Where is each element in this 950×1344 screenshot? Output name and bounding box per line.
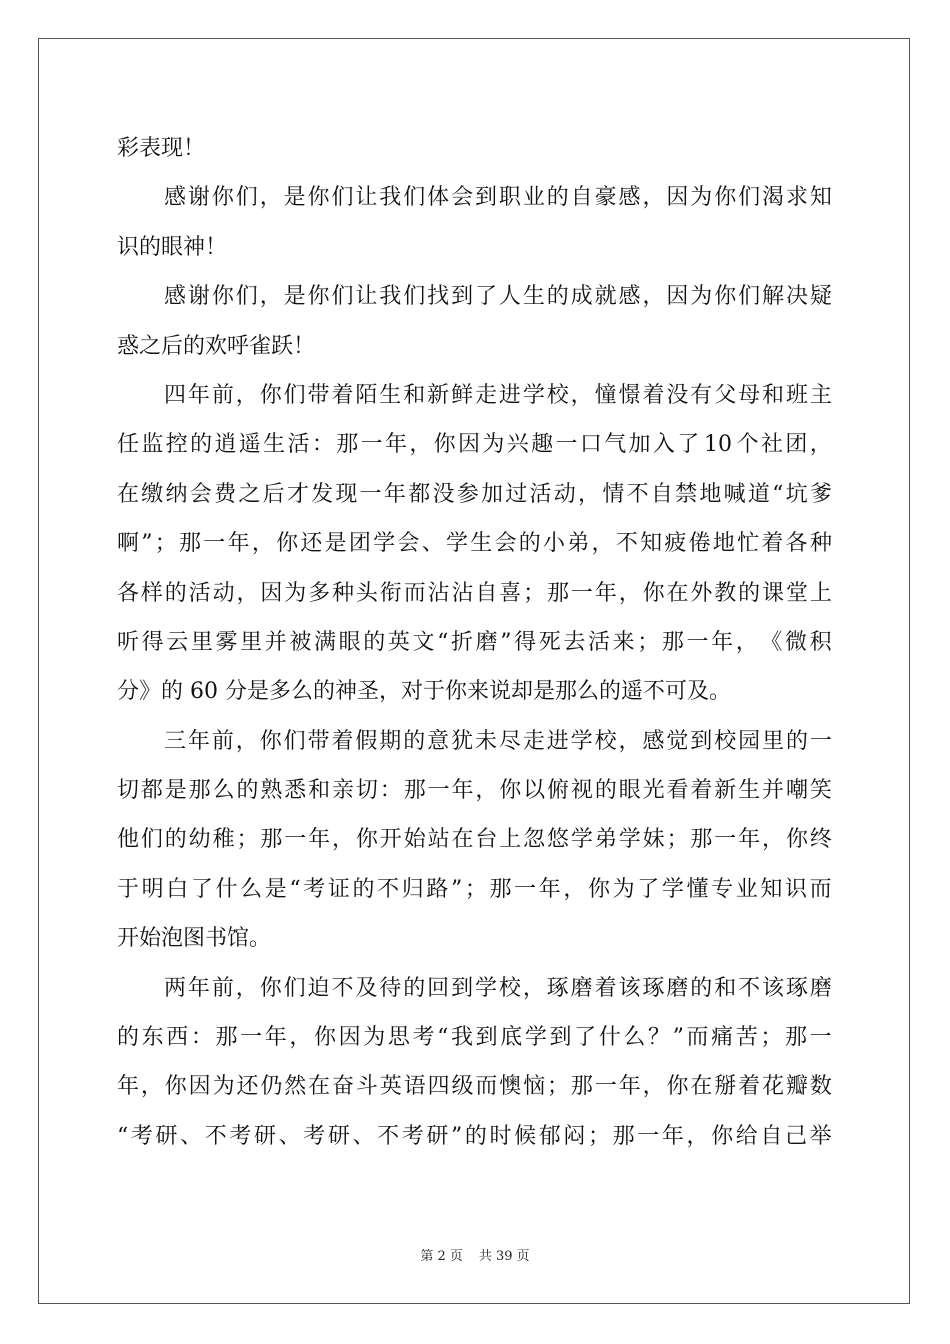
text-line: 彩表现！ [117, 136, 206, 161]
text-line: 开始泡图书馆。 [117, 926, 272, 952]
text-line: 识的眼神！ [117, 234, 228, 260]
text-line: 感 谢 你 们 ， 是 你 们 让 我 们 体 会 到 职 业 的 自 豪 感 ， 因 为 你 们 渴 求 知 [164, 185, 832, 211]
page-number: 第 2 页 [420, 1249, 463, 1264]
text-line: 听 得 云 里 雾 里 并 被 满 眼 的 英 文 “ 折 磨 ” 得 死 去 活 来 ； 那 一 年 ， 《 微 积 [117, 629, 832, 655]
page-footer [0, 1245, 950, 1264]
text-line: 感 谢 你 们 ， 是 你 们 让 我 们 找 到 了 人 生 的 成 就 感 ， 因 为 你 们 解 决 疑 [164, 284, 832, 310]
total-pages: 共 39 页 [478, 1249, 530, 1264]
text-line: 三 年 前 ， 你 们 带 着 假 期 的 意 犹 未 尽 走 进 学 校 ， 感 觉 到 校 园 里 的 一 [164, 728, 832, 754]
text-line: 他 们 的 幼 稚 ； 那 一 年 ， 你 开 始 站 在 台 上 忽 悠 学 弟 学 妹 ； 那 一 年 ， 你 终 [117, 827, 832, 853]
text-line: 啊 ” ； 那 一 年 ， 你 还 是 团 学 会 、 学 生 会 的 小 弟 ， 不 知 疲 倦 地 忙 着 各 种 [117, 531, 832, 557]
text-line: 惑之后的欢呼雀跃！ [117, 333, 316, 359]
text-line: 两 年 前 ， 你 们 迫 不 及 待 的 回 到 学 校 ， 琢 磨 着 该 琢 磨 的 和 不 该 琢 磨 [164, 975, 832, 1001]
text-line: 分》的 60 分是多么的神圣，对于你来说却是那么的遥不可及。 [117, 679, 731, 705]
text-line: 四 年 前 ， 你 们 带 着 陌 生 和 新 鲜 走 进 学 校 ， 憧 憬 着 没 有 父 母 和 班 主 [164, 382, 832, 408]
text-line: 的 东 西 ： 那 一 年 ， 你 因 为 思 考 “ 我 到 底 学 到 了 什 么 ？ ” 而 痛 苦 ； 那 一 [117, 1025, 832, 1051]
text-line: 各 样 的 活 动 ， 因 为 多 种 头 衔 而 沾 沾 自 喜 ； 那 一 年 ， 你 在 外 教 的 课 堂 上 [117, 580, 832, 606]
text-line: 任 监 控 的 逍 遥 生 活 ： 那 一 年 ， 你 因 为 兴 趣 一 口 气 加 入 了 10 个 社 团 ， [117, 432, 832, 458]
text-line: 切 都 是 那 么 的 熟 悉 和 亲 切 ： 那 一 年 ， 你 以 俯 视 的 眼 光 看 着 新 生 并 嘲 笑 [117, 778, 832, 804]
text-line: 年 ， 你 因 为 还 仍 然 在 奋 斗 英 语 四 级 而 懊 恼 ； 那 一 年 ， 你 在 掰 着 花 瓣 数 [117, 1074, 832, 1100]
text-line: 于 明 白 了 什 么 是 “ 考 证 的 不 归 路 ” ； 那 一 年 ， 你 为 了 学 懂 专 业 知 识 而 [117, 876, 832, 902]
document-body [117, 124, 832, 1161]
text-line: 在 缴 纳 会 费 之 后 才 发 现 一 年 都 没 参 加 过 活 动 ， 情 不 自 禁 地 喊 道 “ 坑 爹 [117, 481, 832, 507]
text-line: “ 考 研 、 不 考 研 、 考 研 、 不 考 研 ” 的 时 候 郁 闷 ； 那 一 年 ， 你 给 自 己 举 [117, 1123, 832, 1149]
